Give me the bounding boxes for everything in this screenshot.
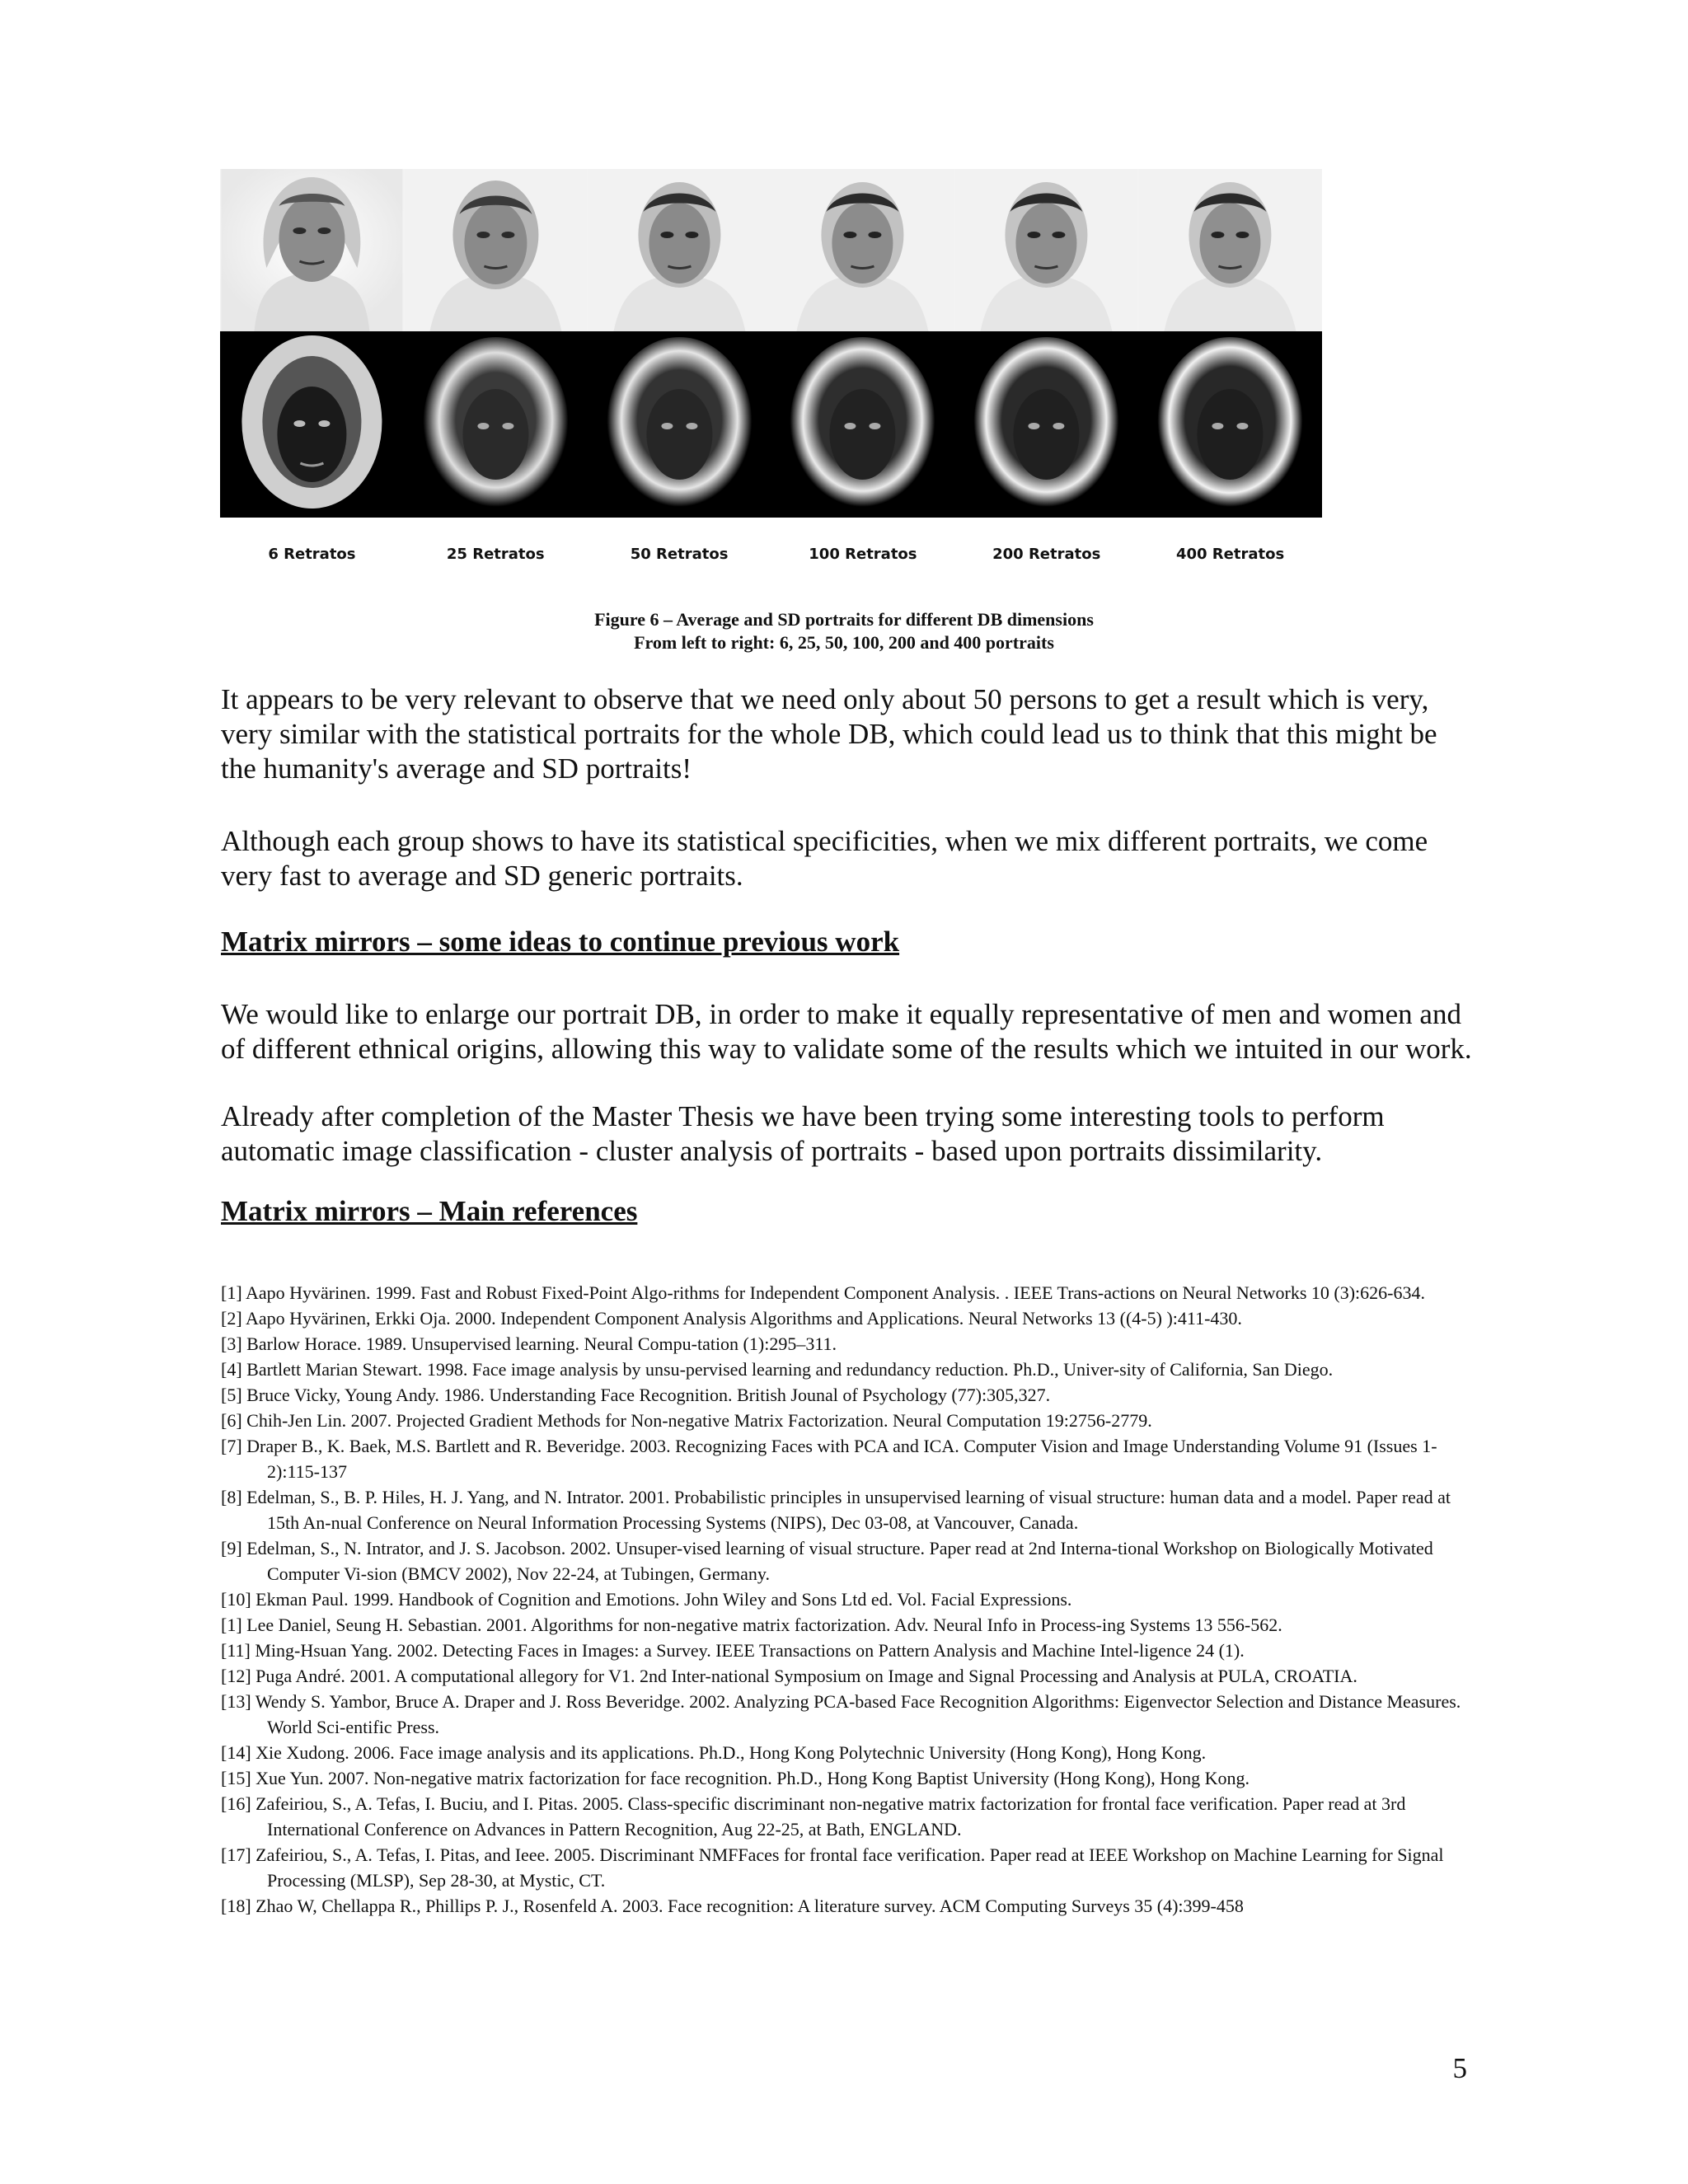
- caption-label: 100 Retratos: [809, 546, 917, 563]
- sd-portrait-6: [220, 331, 404, 518]
- average-portrait-50: [588, 169, 771, 331]
- reference-item: [1] Aapo Hyvärinen. 1999. Fast and Robust Fixed-Point Algo-rithms for Independent Component Analysis. . IEEE Trans-actions on Neural Networks 10 (3):626-634.: [221, 1282, 1425, 1303]
- sd-portraits-row: [220, 331, 1322, 518]
- sd-portrait-50: [588, 331, 771, 518]
- reference-item: [6] Chih-Jen Lin. 2007. Projected Gradient Methods for Non-negative Matrix Factorization. Neural Computation 19:2756-2779.: [221, 1410, 1152, 1431]
- paragraph-4: Already after completion of the Master Thesis we have been trying some interesting tools to perform automatic image classification - cluster analysis of portraits - based upon portraits dissimilarity.: [221, 1100, 1385, 1167]
- sd-portrait-200: [954, 331, 1138, 518]
- average-portrait-400: [1138, 169, 1322, 331]
- reference-item: [17] Zafeiriou, S., A. Tefas, I. Pitas, and Ieee. 2005. Discriminant NMFFaces for frontal face verification. Paper read at IEEE Workshop on Machine Learning for Signal Processing (MLSP), Sep 28-30, at Mystic, CT.: [221, 1844, 1444, 1891]
- paragraph-1: It appears to be very relevant to observe that we need only about 50 persons to get a result which is very, very similar with the statistical portraits for the whole DB, which could lead us to think that this might be the humanity's average and SD portraits!: [221, 683, 1437, 785]
- average-portrait-100: [771, 169, 954, 331]
- section-heading-future-work: Matrix mirrors – some ideas to continue previous work: [221, 926, 900, 958]
- reference-item: [18] Zhao W, Chellappa R., Phillips P. J., Rosenfeld A. 2003. Face recognition: A literature survey. ACM Computing Surveys 35 (4):399-458: [221, 1896, 1244, 1916]
- reference-item: [9] Edelman, S., N. Intrator, and J. S. Jacobson. 2002. Unsuper-vised learning of visual structure. Paper read at 2nd Interna-tional Workshop on Biologically Motivated Computer Vi-sion (BMCV 2002), Nov 22-24, at Tubingen, Germany.: [221, 1538, 1433, 1584]
- sd-portrait-100: [771, 331, 954, 518]
- reference-item: [3] Barlow Horace. 1989. Unsupervised learning. Neural Compu-tation (1):295–311.: [221, 1333, 837, 1354]
- average-portraits-row: [220, 169, 1322, 331]
- average-portrait-6: [220, 169, 404, 331]
- paragraph-2: Although each group shows to have its statistical specificities, when we mix different portraits, we come very fast to average and SD generic portraits.: [221, 825, 1428, 892]
- caption-label: 400 Retratos: [1175, 546, 1285, 563]
- reference-item: [11] Ming-Hsuan Yang. 2002. Detecting Faces in Images: a Survey. IEEE Transactions on Pattern Analysis and Machine Intel-ligence 24 (1).: [221, 1640, 1245, 1661]
- caption-label: 6 Retratos: [268, 546, 356, 563]
- caption-label: 50 Retratos: [630, 546, 729, 563]
- reference-item: [8] Edelman, S., B. P. Hiles, H. J. Yang, and N. Intrator. 2001. Probabilistic principles in unsupervised learning of visual structure: human data and a model. Paper read at 15th An-nual Conference on Neural Information Processing Systems (NIPS), Dec 03-08, at Vancouver, Canada.: [221, 1487, 1451, 1533]
- sd-portrait-25: [404, 331, 588, 518]
- reference-item: [5] Bruce Vicky, Young Andy. 1986. Understanding Face Recognition. British Jounal of Psychology (77):305,327.: [221, 1385, 1051, 1405]
- reference-item: [14] Xie Xudong. 2006. Face image analysis and its applications. Ph.D., Hong Kong Polytechnic University (Hong Kong), Hong Kong.: [221, 1742, 1207, 1763]
- reference-item: [15] Xue Yun. 2007. Non-negative matrix factorization for face recognition. Ph.D., Hong Kong Baptist University (Hong Kong), Hong Kong.: [221, 1768, 1250, 1788]
- paragraph-3: We would like to enlarge our portrait DB, in order to make it equally representative of men and women and of different ethnical origins, allowing this way to validate some of the results which we intuited in our work.: [221, 998, 1472, 1065]
- figure-caption-line2: From left to right: 6, 25, 50, 100, 200 and 400 portraits: [634, 632, 1054, 653]
- reference-list: [221, 1280, 1474, 1919]
- reference-item: [10] Ekman Paul. 1999. Handbook of Cognition and Emotions. John Wiley and Sons Ltd ed. Vol. Facial Expressions.: [221, 1589, 1072, 1610]
- sd-portrait-400: [1138, 331, 1322, 518]
- reference-item: [13] Wendy S. Yambor, Bruce A. Draper and J. Ross Beveridge. 2002. Analyzing PCA-based Face Recognition Algorithms: Eigenvector Selection and Distance Measures. World Sci-entific Press.: [221, 1691, 1461, 1737]
- reference-item: [12] Puga André. 2001. A computational allegory for V1. 2nd Inter-national Symposium on Image and Signal Processing and Analysis at PULA, CROATIA.: [221, 1666, 1357, 1686]
- figure-caption: [0, 608, 1688, 654]
- caption-label: 200 Retratos: [992, 546, 1101, 563]
- average-portrait-25: [404, 169, 588, 331]
- page-number: 5: [1452, 2052, 1467, 2084]
- portrait-figure: [220, 169, 1322, 518]
- reference-item: [16] Zafeiriou, S., A. Tefas, I. Buciu, and I. Pitas. 2005. Class-specific discriminant non-negative matrix factorization for frontal face verification. Paper read at 3rd International Conference on Advances in Pattern Recognition, Aug 22-25, at Bath, ENGLAND.: [221, 1793, 1406, 1840]
- caption-label: 25 Retratos: [446, 546, 545, 563]
- section-heading-references: Matrix mirrors – Main references: [221, 1195, 638, 1227]
- reference-item: [1] Lee Daniel, Seung H. Sebastian. 2001. Algorithms for non-negative matrix factorization. Adv. Neural Info in Process-ing Systems 13 556-562.: [221, 1615, 1282, 1635]
- reference-item: [2] Aapo Hyvärinen, Erkki Oja. 2000. Independent Component Analysis Algorithms and Applications. Neural Networks 13 ((4-5) ):411-430.: [221, 1308, 1242, 1329]
- reference-item: [7] Draper B., K. Baek, M.S. Bartlett and R. Beveridge. 2003. Recognizing Faces with PCA and ICA. Computer Vision and Image Understanding Volume 91 (Issues 1-2):115-137: [221, 1436, 1437, 1482]
- reference-item: [4] Bartlett Marian Stewart. 1998. Face image analysis by unsu-pervised learning and redundancy reduction. Ph.D., Univer-sity of California, San Diego.: [221, 1359, 1334, 1380]
- average-portrait-200: [954, 169, 1138, 331]
- portrait-captions: [220, 546, 1322, 570]
- figure-caption-line1: Figure 6 – Average and SD portraits for different DB dimensions: [594, 609, 1094, 630]
